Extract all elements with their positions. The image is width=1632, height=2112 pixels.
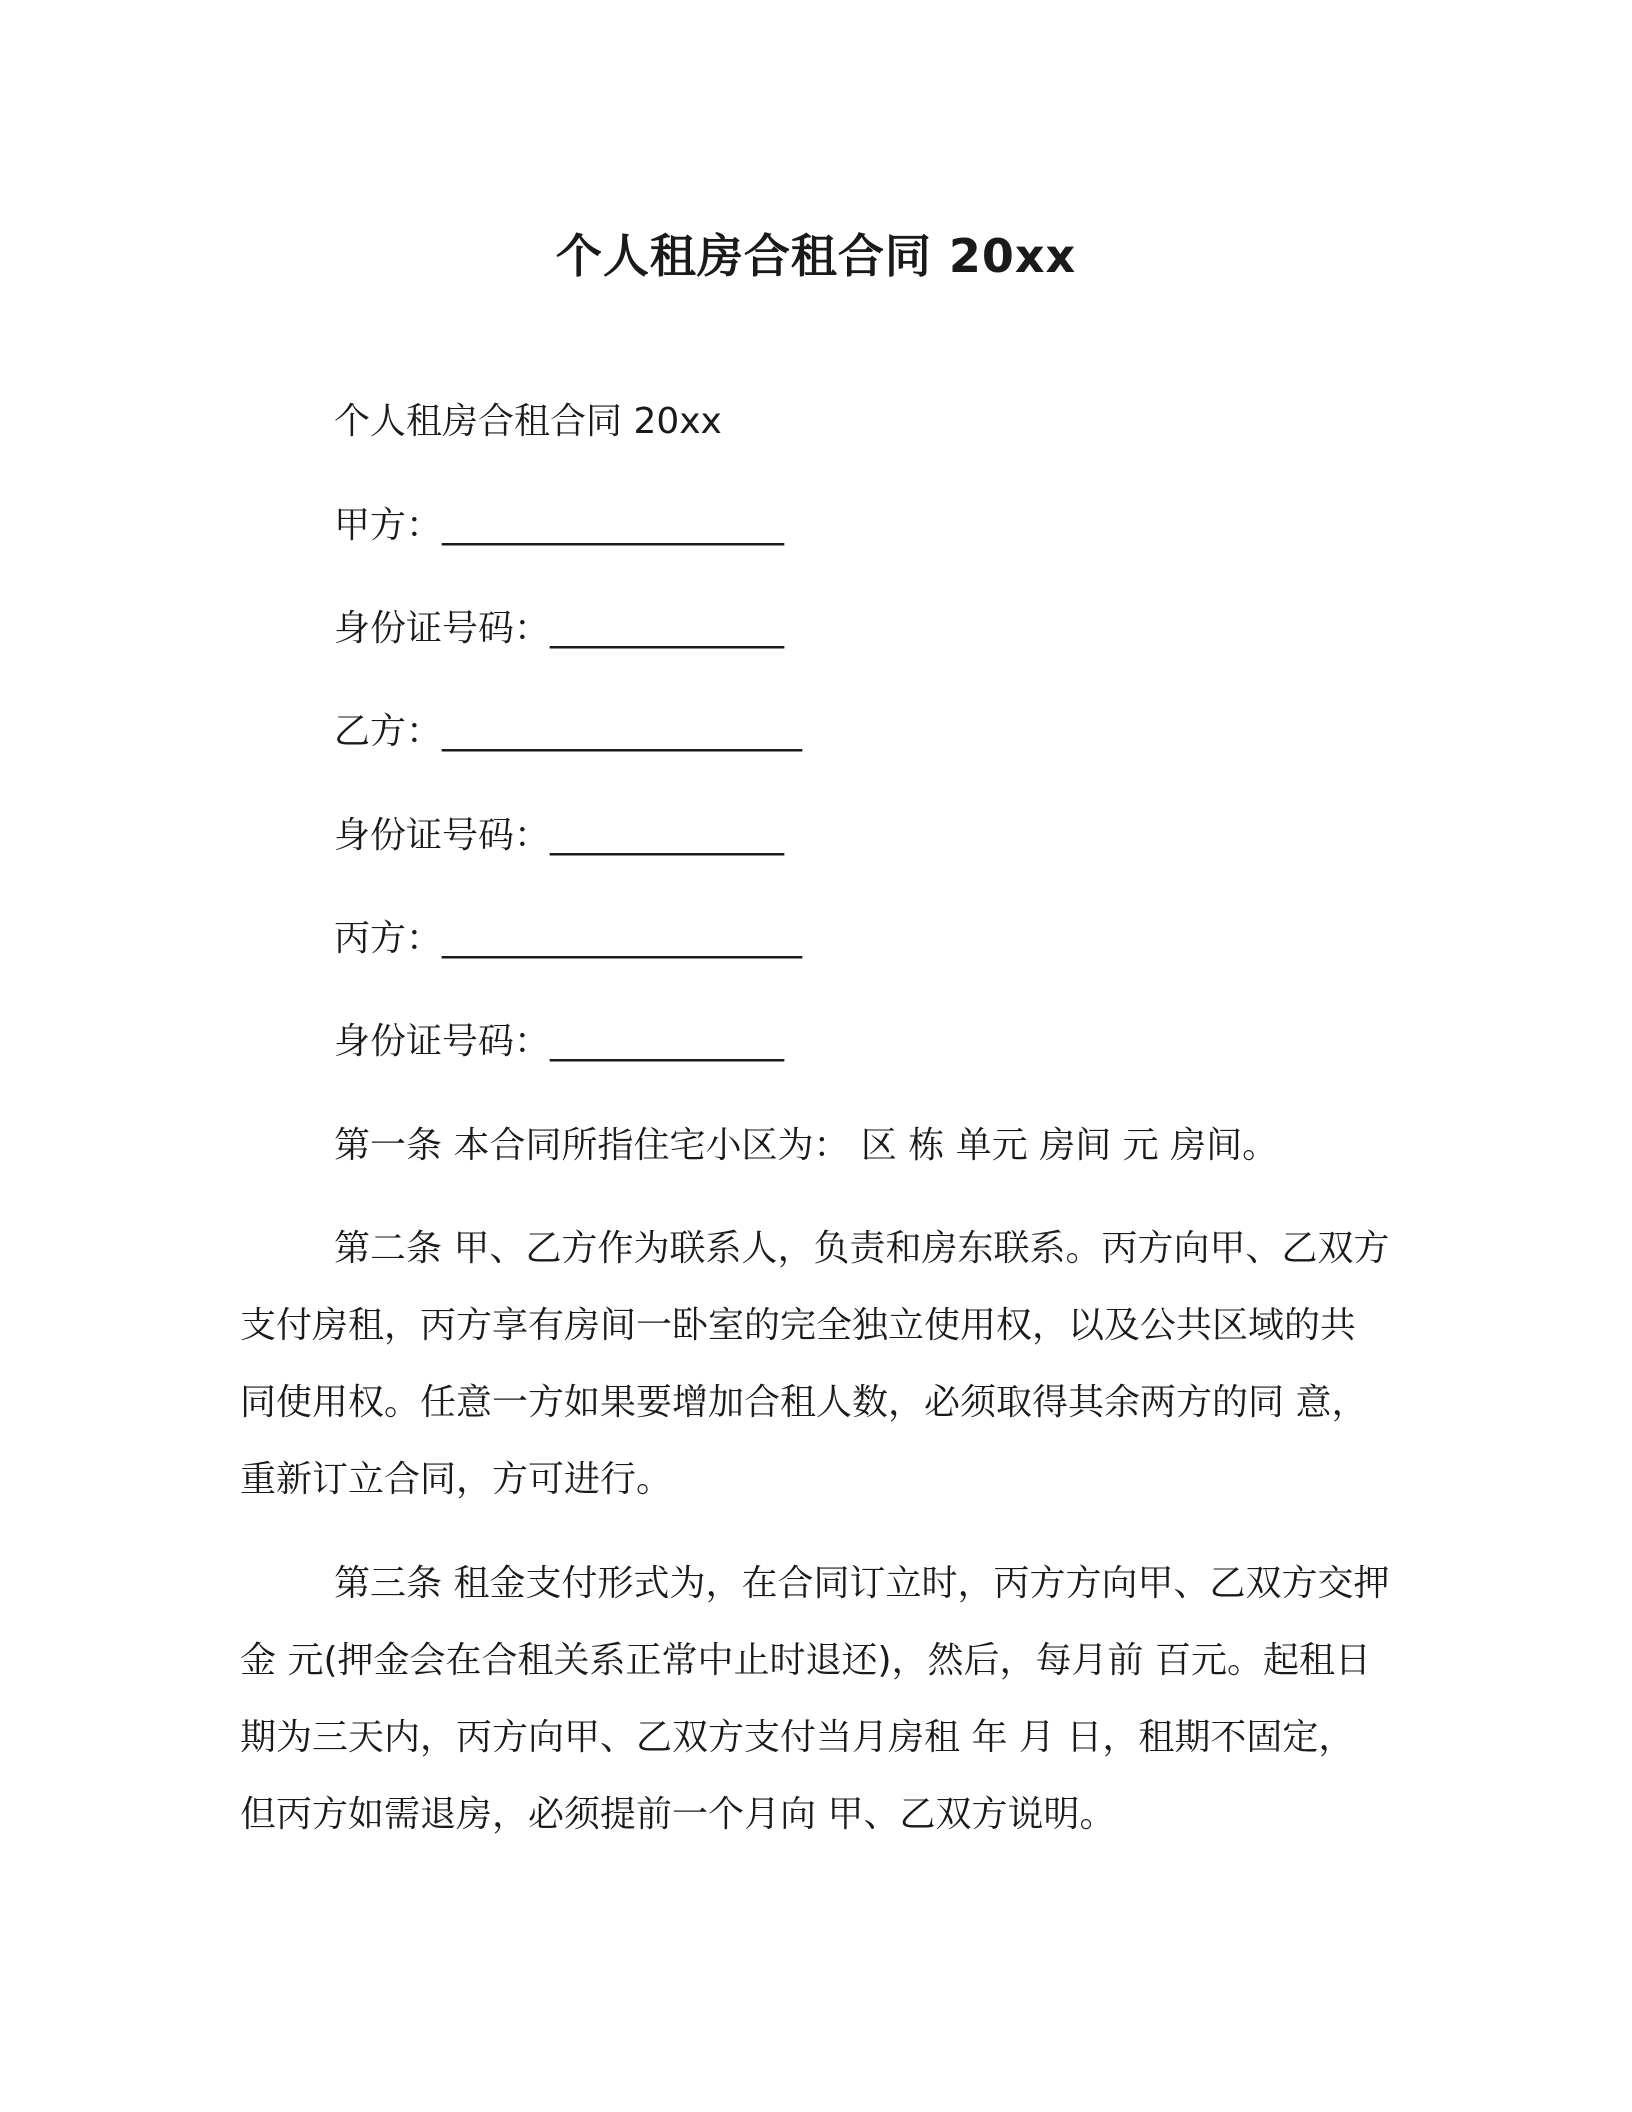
- clause-2: 第二条 甲、乙方作为联系人，负责和房东联系。丙方向甲、乙双方 支付房租，丙方享有房间一卧室的完全独立使用权，以及公共区域的共同使用权。任意一方如果要增加合租人数，必须取得其余两方的同 意，重新订立合同，方可进行。: [240, 1228, 1390, 1500]
- clause-3: 第三条 租金支付形式为，在合同订立时，丙方方向甲、乙双方交押 金 元(押金会在合租关系正常中止时退还)，然后，每月前 百元。起租日期为三天内，丙方向甲、乙双方支付当月房租 年 月 日，租期不固定，但丙方如需退房，必须提前一个月向 甲、乙双方说明。: [240, 1563, 1390, 1835]
- clause-1: 第一条 本合同所指住宅小区为： 区 栋 单元 房间 元 房间。: [334, 1125, 1279, 1166]
- party-b-field: 乙方：____________________: [334, 711, 803, 752]
- party-a-id-field: 身份证号码：_____________: [334, 608, 785, 649]
- party-c-id-field: 身份证号码：_____________: [334, 1021, 785, 1062]
- document-subtitle: 个人租房合租合同 20xx: [334, 401, 722, 442]
- document-title: 个人租房合租合同 20xx: [555, 229, 1077, 283]
- party-b-id-field: 身份证号码：_____________: [334, 815, 785, 856]
- party-c-field: 丙方：____________________: [334, 918, 803, 959]
- party-a-field: 甲方：___________________: [334, 505, 785, 546]
